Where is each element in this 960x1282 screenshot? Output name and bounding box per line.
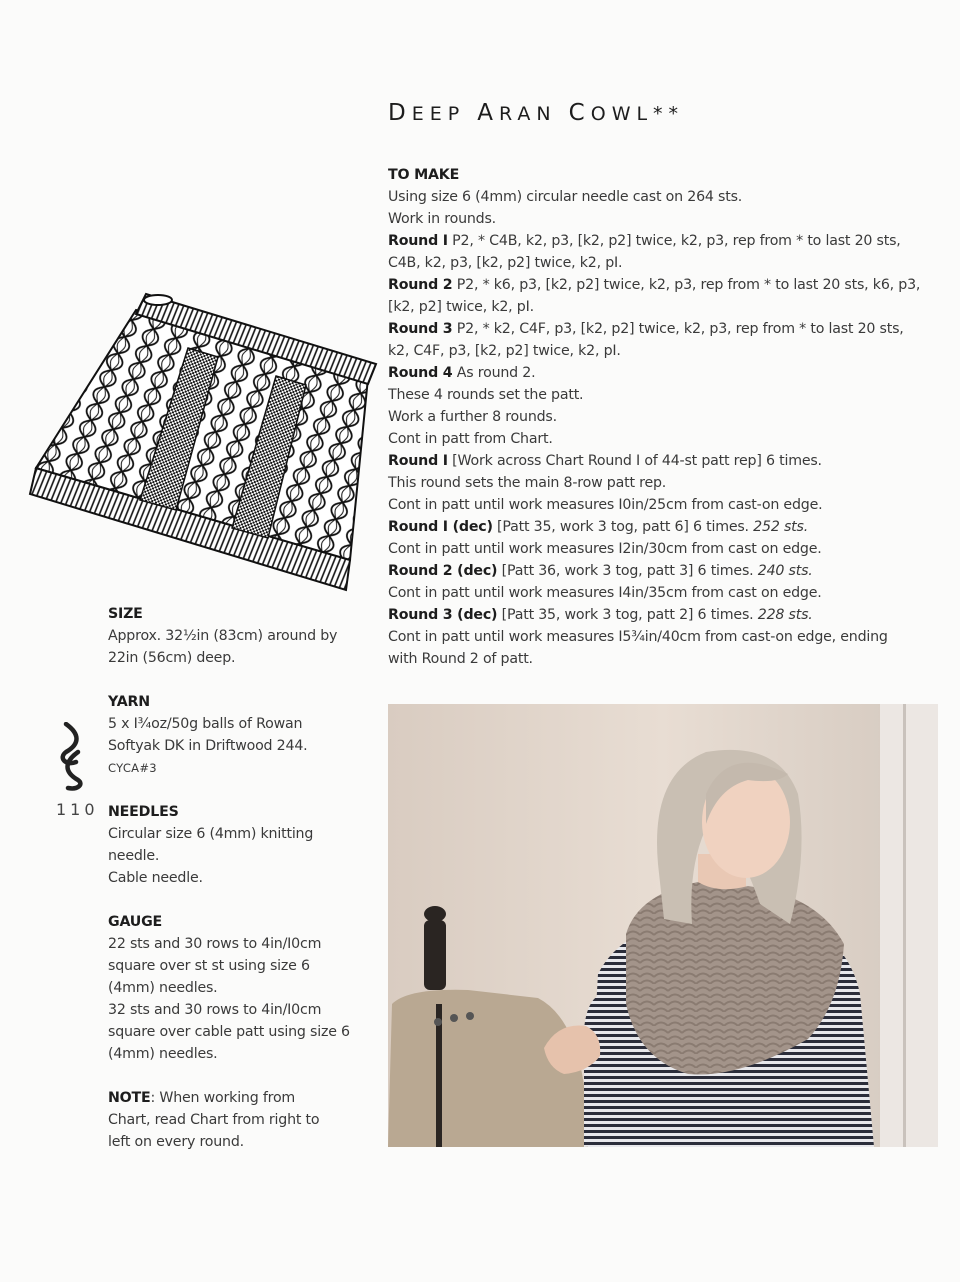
instruction-text: As round 2. xyxy=(452,365,536,381)
cable-twist-icon xyxy=(60,722,84,792)
needles-section: NEEDLES Circular size 6 (4mm) knitting needle. Cable needle. xyxy=(108,804,314,886)
round-label: Round I (dec) xyxy=(388,519,493,535)
instruction-text: 252 sts. xyxy=(753,519,809,535)
instruction-text: C4B, k2, p3, [k2, p2] twice, k2, pI. xyxy=(388,255,623,271)
instruction-text: P2, * k2, C4F, p3, [k2, p2] twice, k2, p3, rep from * to last 20 sts, xyxy=(452,321,904,337)
round-label: Round 3 (dec) xyxy=(388,607,498,623)
instruction-text: These 4 rounds set the patt. xyxy=(388,387,584,403)
instruction-text: Cont in patt until work measures I4in/35cm from cast on edge. xyxy=(388,585,822,601)
instruction-text: P2, * k6, p3, [k2, p2] twice, k2, p3, rep from * to last 20 sts, k6, p3, xyxy=(452,277,921,293)
round-label: Round I xyxy=(388,233,448,249)
instruction-line xyxy=(388,186,948,208)
instruction-line xyxy=(388,516,948,538)
instruction-line xyxy=(388,538,948,560)
instruction-line xyxy=(388,274,948,296)
round-label: Round 2 xyxy=(388,277,453,293)
instruction-line xyxy=(388,296,948,318)
instruction-line xyxy=(388,626,948,648)
instruction-line xyxy=(388,450,948,472)
model-photo xyxy=(388,704,938,1147)
to-make-section xyxy=(388,164,948,670)
yarn-weight: CYCA#3 xyxy=(108,761,157,775)
instruction-text: 228 sts. xyxy=(757,607,813,623)
instruction-text: Cont in patt until work measures I5¾in/40cm from cast-on edge, ending xyxy=(388,629,888,645)
to-make-heading: TO MAKE xyxy=(388,167,460,183)
instruction-text: k2, C4F, p3, [k2, p2] twice, k2, pI. xyxy=(388,343,621,359)
gauge-section: GAUGE 22 sts and 30 rows to 4in/I0cm square over st st using size 6 (4mm) needles. 32 sts and 30 rows to 4in/I0cm square over cable patt using size 6 (4mm) needles. xyxy=(108,914,350,1062)
instruction-text: Cont in patt until work measures I2in/30cm from cast on edge. xyxy=(388,541,822,557)
instruction-line xyxy=(388,560,948,582)
yarn-section: YARN 5 x I¾oz/50g balls of Rowan Softyak DK in Driftwood 244. CYCA#3 xyxy=(108,691,353,779)
instruction-text: [Patt 36, work 3 tog, patt 3] 6 times. xyxy=(497,563,758,579)
round-label: Round I xyxy=(388,453,448,469)
instruction-line xyxy=(388,494,948,516)
round-label: Round 3 xyxy=(388,321,453,337)
instruction-line xyxy=(388,604,948,626)
instruction-line xyxy=(388,384,948,406)
instruction-text: Cont in patt until work measures I0in/25cm from cast-on edge. xyxy=(388,497,823,513)
note-section: NOTE: When working from Chart, read Chart from right to left on every round. xyxy=(108,1090,320,1150)
to-make-instructions xyxy=(388,186,948,670)
instruction-text: Work a further 8 rounds. xyxy=(388,409,557,425)
pattern-title: DEEP ARAN COWL** xyxy=(388,100,685,126)
instruction-line xyxy=(388,252,948,274)
instruction-line xyxy=(388,340,948,362)
instruction-text: with Round 2 of patt. xyxy=(388,651,533,667)
instruction-line xyxy=(388,230,948,252)
instruction-line xyxy=(388,428,948,450)
instruction-text: [Patt 35, work 3 tog, patt 6] 6 times. xyxy=(492,519,754,535)
instruction-line xyxy=(388,406,948,428)
instruction-line xyxy=(388,318,948,340)
size-section: SIZE Approx. 32½in (83cm) around by 22in (56cm) deep. xyxy=(108,606,338,666)
instruction-text: This round sets the main 8-row patt rep. xyxy=(388,475,667,491)
instruction-text: [Patt 35, work 3 tog, patt 2] 6 times. xyxy=(497,607,758,623)
instruction-line xyxy=(388,472,948,494)
instruction-text: [Work across Chart Round I of 44-st patt rep] 6 times. xyxy=(447,453,822,469)
instruction-line xyxy=(388,648,948,670)
specs-section xyxy=(108,603,353,1175)
instruction-text: Cont in patt from Chart. xyxy=(388,431,553,447)
instruction-line xyxy=(388,208,948,230)
instruction-text: [k2, p2] twice, k2, pI. xyxy=(388,299,534,315)
instruction-line xyxy=(388,362,948,384)
instruction-text: Work in rounds. xyxy=(388,211,496,227)
round-label: Round 4 xyxy=(388,365,453,381)
round-label: Round 2 (dec) xyxy=(388,563,498,579)
cowl-illustration xyxy=(28,288,378,598)
instruction-text: Using size 6 (4mm) circular needle cast on 264 sts. xyxy=(388,189,743,205)
instruction-text: P2, * C4B, k2, p3, [k2, p2] twice, k2, p3, rep from * to last 20 sts, xyxy=(447,233,901,249)
instruction-line xyxy=(388,582,948,604)
page-number: 110 xyxy=(56,800,99,819)
instruction-text: 240 sts. xyxy=(757,563,813,579)
